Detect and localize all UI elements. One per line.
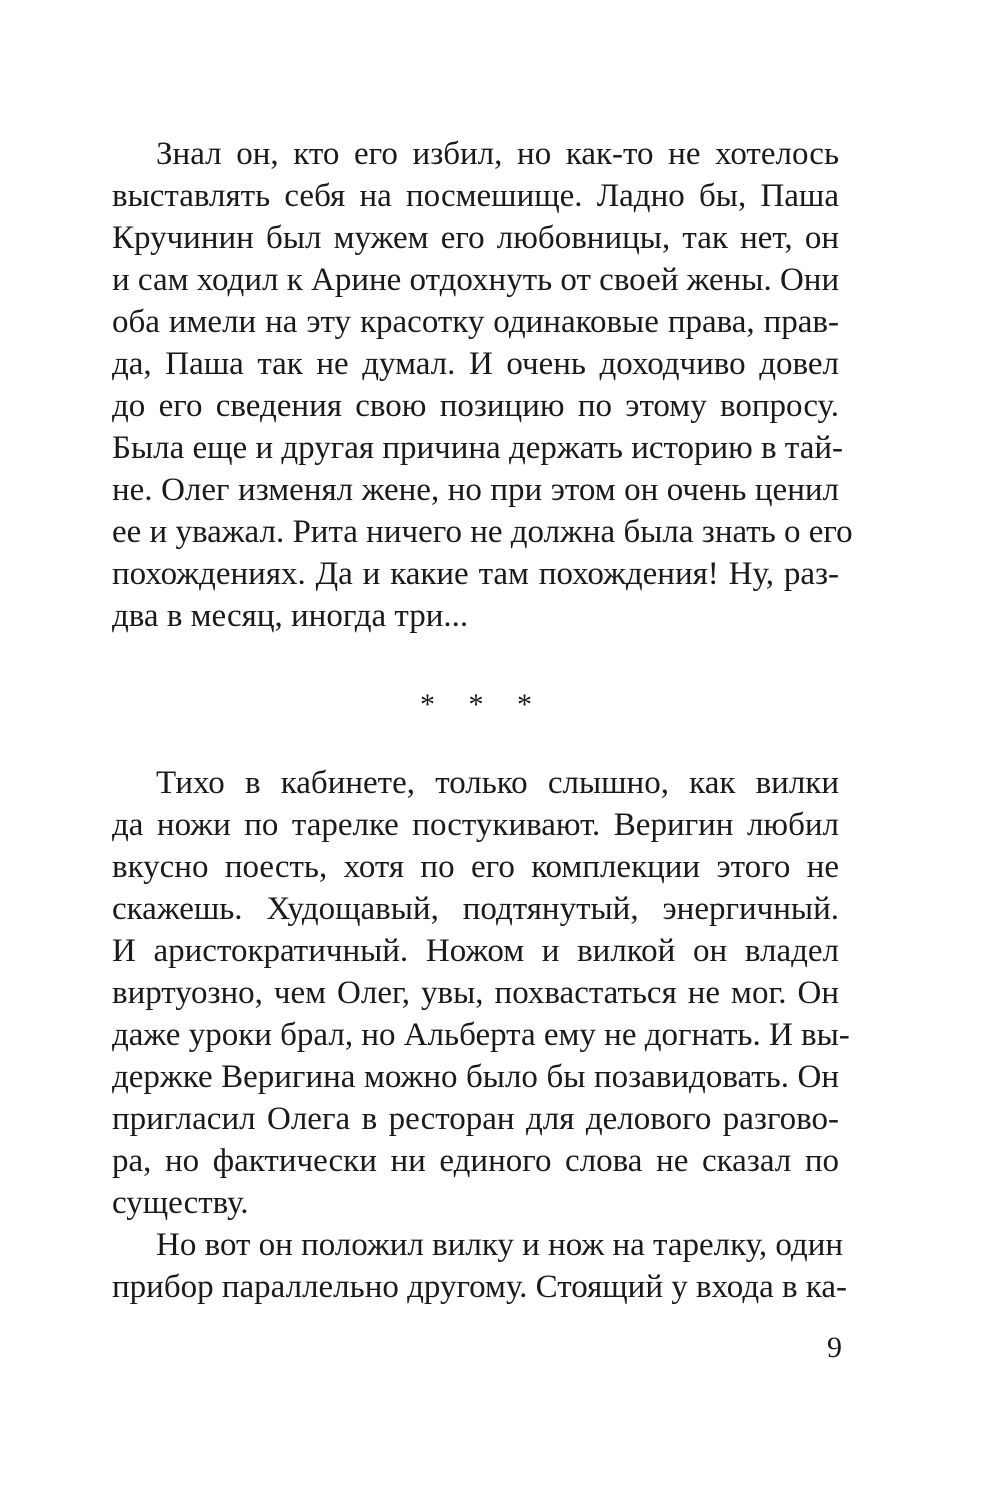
asterisk: * bbox=[468, 688, 484, 721]
text-line: да ножи по тарелке постукивают. Веригин любил bbox=[112, 807, 839, 843]
text-line: до его сведения свою позицию по этому вопросу. bbox=[112, 388, 839, 424]
section-separator bbox=[420, 690, 532, 720]
text-line: существу. bbox=[112, 1185, 249, 1221]
text-line: Знал он, кто его избил, но как-то не хотелось bbox=[156, 136, 839, 172]
text-line: Кручинин был мужем его любовницы, так нет, он bbox=[112, 220, 839, 256]
page-number: 9 bbox=[827, 1331, 842, 1364]
asterisk: * bbox=[420, 688, 435, 721]
text-line: Но вот он положил вилку и нож на тарелку, один bbox=[156, 1227, 844, 1263]
text-line: пригласил Олега в ресторан для делового разгово- bbox=[112, 1101, 839, 1137]
text-line: Тихо в кабинете, только слышно, как вилки bbox=[156, 765, 839, 801]
text-line: ра, но фактически ни единого слова не сказал по bbox=[112, 1143, 839, 1179]
text-line: даже уроки брал, но Альберта ему не догнать. И вы- bbox=[112, 1017, 850, 1053]
text-line: не. Олег изменял жене, но при этом он очень ценил bbox=[112, 472, 839, 508]
text-line: прибор параллельно другому. Стоящий у входа в ка- bbox=[112, 1269, 848, 1305]
text-line: ее и уважал. Рита ничего не должна была знать о его bbox=[112, 514, 853, 550]
text-line: вкусно поесть, хотя по его комплекции этого не bbox=[112, 849, 839, 885]
text-line: И аристократичный. Ножом и вилкой он владел bbox=[112, 933, 839, 969]
text-line: скажешь. Худощавый, подтянутый, энергичный. bbox=[112, 891, 839, 927]
asterisk: * bbox=[517, 688, 532, 721]
text-line: похождениях. Да и какие там похождения! Ну, раз- bbox=[112, 556, 839, 592]
text-line: держке Веригина можно было бы позавидовать. Он bbox=[112, 1059, 839, 1095]
text-line: Была еще и другая причина держать историю в тай- bbox=[112, 430, 844, 466]
text-line: виртуозно, чем Олег, увы, похвастаться не мог. Он bbox=[112, 975, 839, 1011]
text-line: два в месяц, иногда три... bbox=[112, 598, 469, 634]
text-line: выставлять себя на посмешище. Ладно бы, Паша bbox=[112, 178, 839, 214]
text-line: и сам ходил к Арине отдохнуть от своей жены. Они bbox=[112, 262, 840, 298]
text-line: оба имели на эту красотку одинаковые права, прав- bbox=[112, 304, 839, 340]
text-line: да, Паша так не думал. И очень доходчиво довел bbox=[112, 346, 839, 382]
